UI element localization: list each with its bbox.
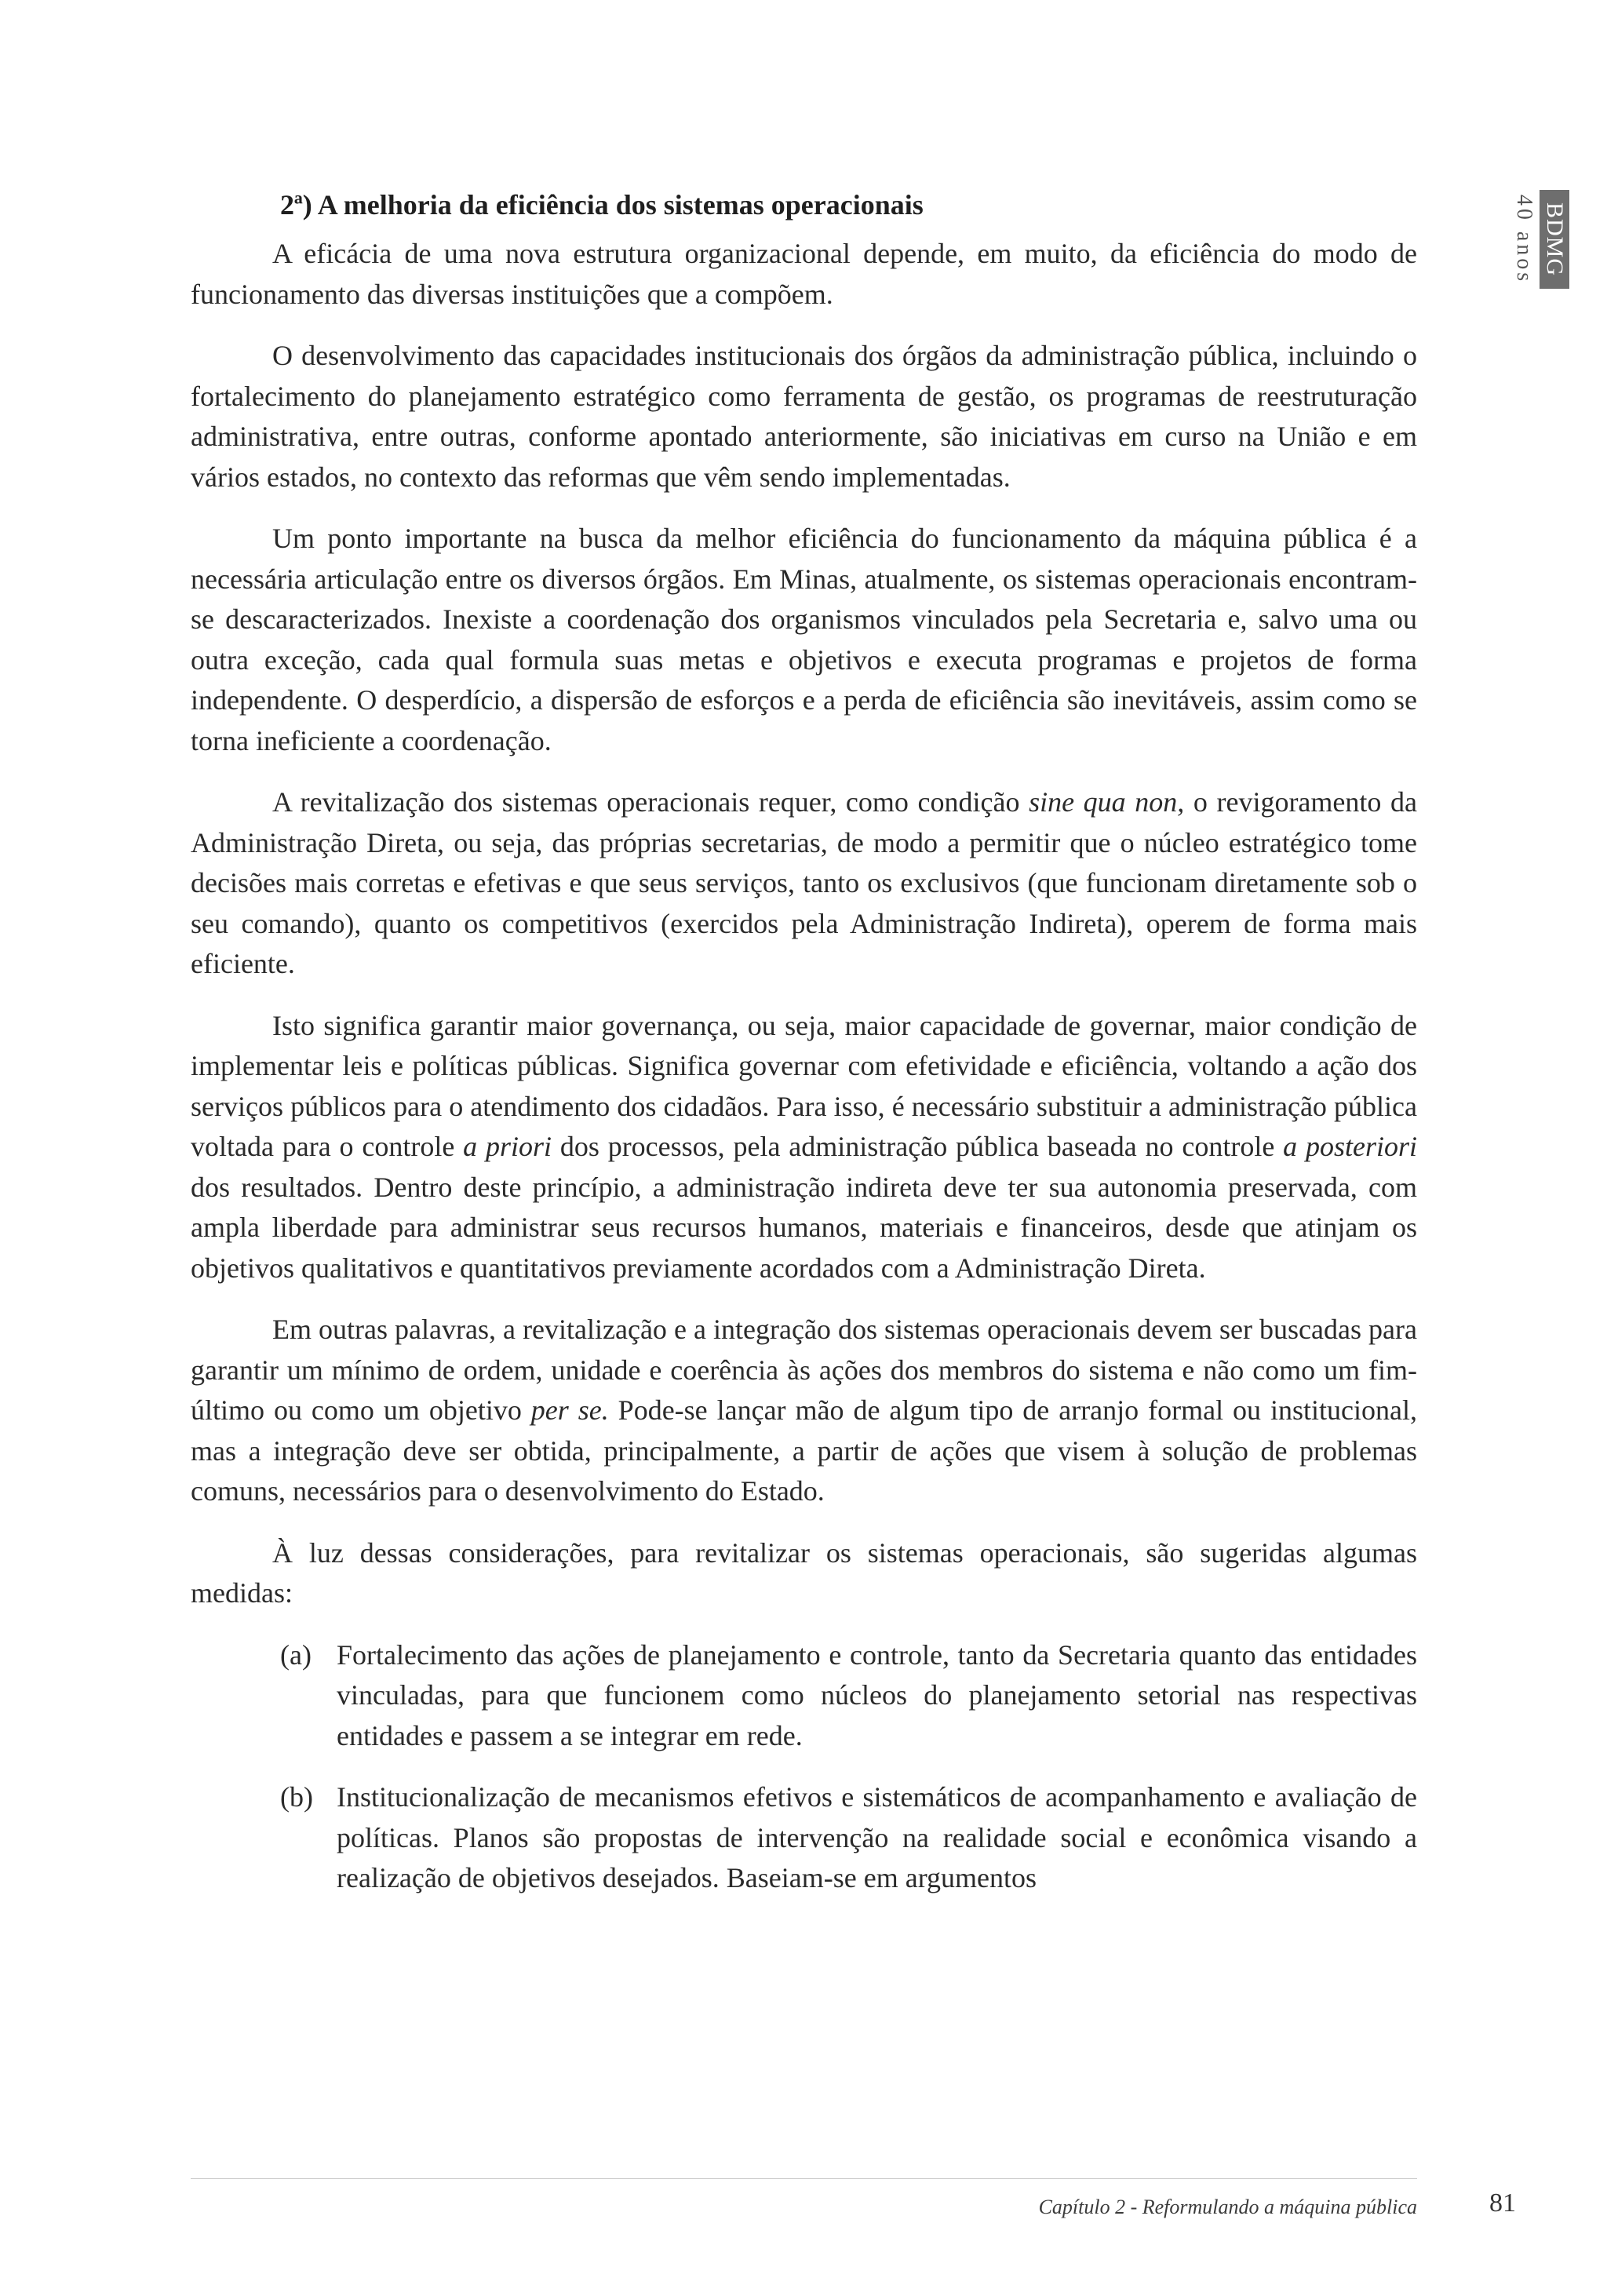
page-body	[191, 185, 1417, 1920]
text-run: Isto significa garantir maior governança, ou seja, maior capacidade de governar, maior condição de implementar leis e políticas públicas. Significa governar com efetividade e eficiência, voltando a ação dos serviços públicos para o atendimento dos cidadãos. Para isso, é necessário substituir a administração pública voltada para o controle	[191, 1009, 1417, 1162]
text-run: À luz dessas considerações, para revitalizar os sistemas operacionais, são sugeridas algumas medidas:	[191, 1536, 1417, 1609]
badge-subtitle: 40 anos	[1512, 194, 1536, 285]
list-text: Institucionalização de mecanismos efetivos e sistemáticos de acompanhamento e avaliação de políticas. Planos são propostas de intervenção na realidade social e econômica visando a realização de objetivos desejados. Baseiam-se em argumentos	[337, 1781, 1417, 1893]
measures-list	[191, 1635, 1417, 1899]
text-run: Um ponto importante na busca da melhor eficiência do funcionamento da máquina pública é a necessária articulação entre os diversos órgãos. Em Minas, atualmente, os sistemas operacionais encontram-se descaracterizados. Inexiste a coordenação dos organismos vinculados pela Secretaria e, salvo uma ou outra exceção, cada qual formula suas metas e objetivos e executa programas e projetos de forma independente. O desperdício, a dispersão de esforços e a perda de eficiência são inevitáveis, assim como se torna ineficiente a coordenação.	[191, 523, 1417, 756]
text-run: dos processos, pela administração pública baseada no controle	[552, 1131, 1284, 1162]
list-item	[191, 1777, 1417, 1899]
bdmg-40-anos-badge	[1505, 190, 1571, 289]
text-run: A revitalização dos sistemas operacionais requer, como condição	[272, 786, 1029, 818]
paragraph	[191, 234, 1417, 315]
paragraphs	[191, 234, 1417, 1614]
italic-term: sine qua non,	[1029, 786, 1185, 818]
paragraph	[191, 336, 1417, 497]
text-run: Em outras palavras, a revitalização e a integração dos sistemas operacionais devem ser buscadas para garantir um mínimo de ordem, unidade e coerência às ações dos membros do sistema e não como um fim-último ou como um objetivo	[191, 1314, 1417, 1426]
text-run: A eficácia de uma nova estrutura organizacional depende, em muito, da eficiência do modo de funcionamento das diversas instituições que a compõem.	[191, 238, 1417, 310]
page-number: 81	[1489, 2188, 1516, 2218]
text-run: Pode-se lançar mão de algum tipo de arranjo formal ou institucional, mas a integração deve ser obtida, principalmente, a partir de ações que visem à solução de problemas comuns, necessários para o desenvolvimento do Estado.	[191, 1394, 1417, 1507]
running-footer: Capítulo 2 - Reformulando a máquina pública	[1038, 2196, 1417, 2218]
text-run: O desenvolvimento das capacidades institucionais dos órgãos da administração pública, incluindo o fortalecimento do planejamento estratégico como ferramenta de gestão, os programas de reestruturação administrativa, entre outras, conforme apontado anteriormente, são iniciativas em curso na União e em vários estados, no contexto das reformas que vêm sendo implementadas.	[191, 340, 1417, 493]
italic-term: per se.	[530, 1394, 609, 1426]
text-run: dos resultados. Dentro deste princípio, a administração indireta deve ter sua autonomia preservada, com ampla liberdade para administrar seus recursos humanos, materiais e financeiros, desde que atinjam os objetivos qualitativos e quantitativos previamente acordados com a Administração Direta.	[191, 1171, 1417, 1284]
text-run: o revigoramento da Administração Direta, ou seja, das próprias secretarias, de modo a permitir que o núcleo estratégico tome decisões mais corretas e efetivas e que seus serviços, tanto os exclusivos (que funcionam diretamente sob o seu comando), quanto os competitivos (exercidos pela Administração Indireta), operem de forma mais eficiente.	[191, 786, 1417, 979]
paragraph	[191, 1310, 1417, 1512]
badge-brand: BDMG	[1542, 202, 1568, 277]
list-marker: (b)	[280, 1781, 313, 1813]
paragraph	[191, 519, 1417, 761]
list-marker: (a)	[280, 1638, 312, 1671]
list-text: Fortalecimento das ações de planejamento e controle, tanto da Secretaria quanto das entidades vinculadas, para que funcionem como núcleos do planejamento setorial nas respectivas entidades e passem a se integrar em rede.	[337, 1638, 1417, 1751]
italic-term: a priori	[463, 1131, 552, 1162]
section-heading: 2ª) A melhoria da eficiência dos sistemas operacionais	[280, 189, 924, 220]
list-item	[191, 1635, 1417, 1757]
footer-rule	[191, 2178, 1417, 2179]
paragraph	[191, 1006, 1417, 1289]
italic-term: a posteriori	[1283, 1131, 1418, 1162]
paragraph	[191, 782, 1417, 985]
paragraph	[191, 1533, 1417, 1614]
